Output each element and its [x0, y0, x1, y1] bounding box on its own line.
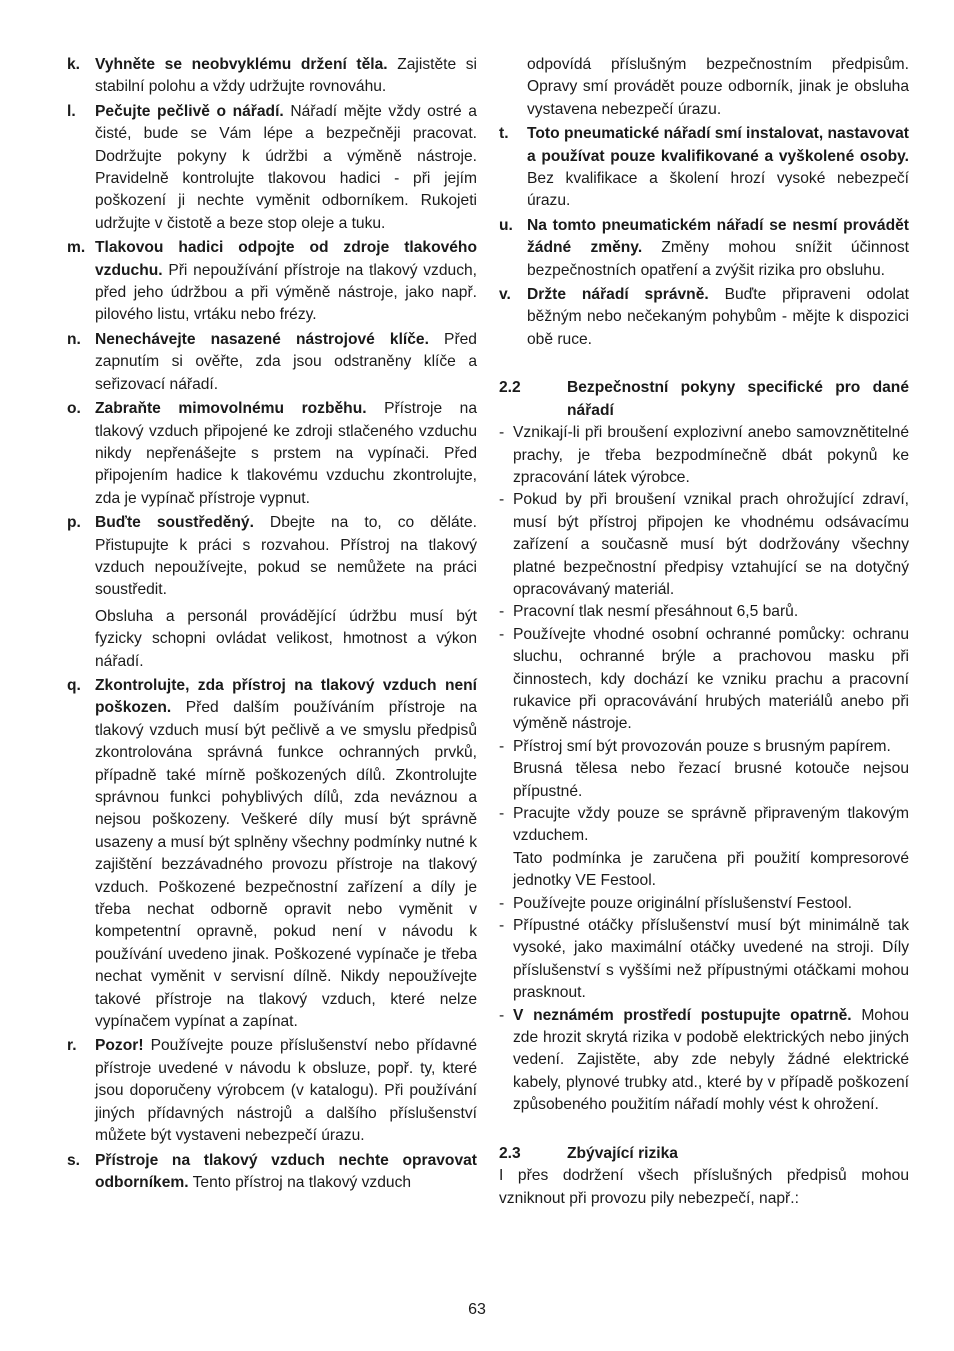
bullet-item [499, 489, 909, 601]
item-q [67, 675, 477, 1034]
item-paragraph [95, 1035, 477, 1147]
item-label: u. [499, 216, 513, 234]
bullet-list [499, 422, 909, 1117]
bullet-dash: - [499, 737, 505, 755]
item-v [499, 284, 909, 351]
item-heading: Zkontrolujte, zda přístroj na tlakový vzduch není poškozen. [95, 676, 477, 717]
bullet-dash: - [499, 805, 505, 822]
item-heading: Tlakovou hadici odpojte od zdroje tlakového vzduchu. [95, 239, 477, 279]
bullet-text: Pracujte vždy pouze se správně připraveným tlakovým vzduchem. [513, 805, 909, 845]
bullet-paragraph [513, 915, 909, 1005]
item-label: p. [67, 514, 81, 532]
section-heading-2-3 [499, 1143, 909, 1165]
item-u [499, 215, 909, 282]
item-paragraph [95, 101, 477, 235]
item-label: q. [67, 676, 81, 694]
item-text: Před dalším používáním přístroje na tlakový vzduch musí být pečlivě a ve smyslu předpisů zkontrolována správná funkce ochranných prvků, případně také mírně poškozených dílů. Zkontrolujte správnou funkci pohyblivých dílů, zda neváznou a nejsou poškozeny. Veškeré díly musí být správně usazeny a musí být splněny všechny podmínky nutné k zajištění bezzávadného provozu přístroje na tlakový vzduch. Poškozené bezpečnostní zařízení a díly je třeba nechat odborně opravit nebo vyměnit v kompetentní opravně, pokud není v návodu k používání uvedeno jinak. Poškozené vypínače je třeba nechat vyměnit v servisní dílně. Nikdy nepoužívejte takové přístroje na tlakový vzduch, které nelze vypínačem vypínat a zapínat. [95, 699, 477, 1031]
item-paragraph [95, 54, 477, 99]
item-s [67, 1150, 477, 1195]
item-label: r. [67, 1037, 77, 1055]
item-label: t. [499, 125, 509, 143]
item-text: Používejte pouze příslušenství nebo přídavné přístroje uvedené v návodu k obsluze, popř. ty, které jsou doporučeny výrobcem (v katalogu). Při používání jiných přídavných nástrojů a dalšího příslušenství můžete být vystaveni nebezpečí úrazu. [95, 1037, 477, 1145]
bullet-paragraph [513, 736, 909, 758]
bullet-dash: - [499, 603, 505, 621]
bullet-dash: - [499, 491, 505, 509]
bullet-item [499, 1005, 909, 1117]
bullet-dash: - [499, 625, 505, 643]
item-label: v. [499, 286, 511, 304]
bullet-paragraph [513, 489, 909, 601]
bullet-paragraph [513, 624, 909, 736]
item-m [67, 237, 477, 327]
item-heading: Na tomto pneumatickém nářadí se nesmí provádět žádné změny. [527, 216, 909, 257]
section-title: Zbývající rizika [567, 1144, 678, 1162]
item-text: Tento přístroj na tlakový vzduch [188, 1173, 412, 1191]
item-heading: Vyhněte se neobvyklému držení těla. [95, 56, 388, 73]
bullet-text: Používejte vhodné osobní ochranné pomůcky: ochranu sluchu, ochranné brýle a prachovou masku při činnostech, kdy dochází ke vzniku prachu a pracovní rukavice při opracovávání hrubých materiálů anebo při výměně nástroje. [513, 625, 909, 733]
item-text: Přístroje na tlakový vzduch připojené ke zdroji stlačeného vzduchu nikdy nepřenášejte s prstem na vypínači. Před připojením hadice k tlakovému vzduchu zkontrolujte, zda je vypínač přístroje vypnut. [95, 400, 477, 507]
bullet-item [499, 893, 909, 915]
item-heading: Buďte soustředěný. [95, 514, 254, 532]
item-paragraph [95, 512, 477, 602]
item-heading: Přístroje na tlakový vzduch nechte opravovat odborníkem. [95, 1151, 477, 1191]
bullet-text: Pracovní tlak nesmí přesáhnout 6,5 barů. [513, 603, 799, 621]
bullet-text: Přípustné otáčky příslušenství musí být minimálně tak vysoké, jako maximální otáčky uvedené na stroji. Díly příslušenství s vyššími než přípustnými otáčkami mohou prasknout. [513, 917, 909, 1002]
item-paragraph [95, 329, 477, 396]
page-number: 63 [468, 1301, 486, 1318]
item-paragraph [527, 123, 909, 213]
bullet-item [499, 803, 909, 893]
item-text: Bez kvalifikace a školení hrozí vysoké nebezpečí úrazu. [527, 170, 909, 210]
bullet-item [499, 601, 909, 623]
item-heading: Toto pneumatické nářadí smí instalovat, nastavovat a používat pouze kvalifikované a vyškolené osoby. [527, 125, 909, 165]
bullet-dash: - [499, 917, 505, 935]
left-column [67, 54, 477, 1196]
bullet-item [499, 736, 909, 803]
bullet-item [499, 915, 909, 1005]
item-paragraph [95, 675, 477, 1034]
item-extra-paragraph: Obsluha a personál provádějící údržbu musí být fyzicky schopni ovládat velikost, hmotnost a výkon nářadí. [95, 607, 477, 670]
item-paragraph [527, 284, 909, 351]
item-t [499, 123, 909, 213]
bullet-text: Používejte pouze originální příslušenství Festool. [513, 894, 852, 912]
item-r [67, 1035, 477, 1147]
item-n [67, 329, 477, 396]
bullet-item [499, 624, 909, 736]
section-heading-2-2 [499, 377, 909, 422]
item-label: k. [67, 56, 81, 73]
bullet-text: Mohou zde hrozit skrytá rizika v podobě elektrických nebo jiných vedení. Zajistěte, aby zde nebyly žádné elektrické kabely, plynové trubky atd., které by v případě poškození způsobeného použitím nářadí mohly vést k ohrožení. [513, 1006, 909, 1114]
bullet-dash: - [499, 424, 505, 442]
bullet-paragraph [513, 893, 909, 915]
item-paragraph [95, 237, 477, 327]
bullet-text: Přístroj smí být provozován pouze s brusným papírem. [513, 737, 891, 755]
item-label: l. [67, 102, 76, 120]
item-o [67, 398, 477, 510]
item-s-continuation: odpovídá příslušným bezpečnostním předpisům. Opravy smí provádět pouze odborník, jinak je obsluha vystavena nebezpečí úrazu. [527, 56, 909, 118]
item-label: m. [67, 239, 86, 257]
bullet-extra-paragraph: Tato podmínka je zaručena při použití kompresorové jednotky VE Festool. [513, 849, 909, 890]
item-paragraph [95, 1150, 477, 1195]
bullet-extra-paragraph: Brusná tělesa nebo řezací brusné kotouče nejsou přípustné. [513, 760, 909, 800]
section-number: 2.2 [499, 379, 521, 397]
section-text: I přes dodržení všech příslušných předpisů mohou vzniknout při provozu pily nebezpečí, např.: [499, 1167, 909, 1207]
bullet-dash: - [499, 1006, 505, 1024]
bullet-text: Vznikají-li při broušení explozivní anebo samovznětitelné prachy, je třeba bezpodmínečně dbát pokynů ke zpracování látek výrobce. [513, 424, 909, 486]
item-heading: Nenechávejte nasazené nástrojové klíče. [95, 330, 429, 348]
bullet-text: Pokud by při broušení vznikal prach ohrožující zdraví, musí být přístroj připojen ke vhodnému odsávacímu zařízení a současně musí být dodržovány všechny platné bezpečnostní předpisy vztahující se na dotyčný opracovávaný materiál. [513, 491, 909, 598]
item-p [67, 512, 477, 673]
item-text: Buďte připraveni odolat běžným nebo nečekaným pohybům - mějte k dispozici obě ruce. [527, 286, 909, 348]
item-label: s. [67, 1151, 81, 1169]
item-paragraph [527, 215, 909, 282]
item-text: Nářadí mějte vždy ostré a čisté, bude se Vám lépe a bezpečněji pracovat. Dodržujte pokyny k údržbi a výměně nástroje. Pravidelně kontrolujte tlakovou hadici - při jejím poškození ji nechte vyměnit odborníkem. Rukojeti udržujte v čistotě a beze stop oleje a tuku. [95, 102, 477, 232]
item-text: Zajistěte si stabilní polohu a vždy udržujte rovnováhu. [95, 56, 477, 96]
bullet-dash: - [499, 894, 505, 912]
bullet-heading: V neznámém prostředí postupujte opatrně. [513, 1006, 852, 1024]
bullet-paragraph [513, 803, 909, 848]
item-heading: Pečujte pečlivě o nářadí. [95, 102, 284, 120]
item-l [67, 101, 477, 235]
item-text: Před zapnutím si ověřte, zda jsou odstraněny klíče a seřizovací nářadí. [95, 330, 477, 393]
item-paragraph [95, 398, 477, 510]
item-heading: Držte nářadí správně. [527, 286, 709, 304]
item-text: Při nepoužívání přístroje na tlakový vzduch, před jeho údržbou a při výměně nástroje, jako např. pilového listu, vrtáku nebo frézy. [95, 261, 477, 324]
bullet-paragraph [513, 1005, 909, 1117]
item-heading: Zabraňte mimovolnému rozběhu. [95, 400, 367, 418]
section-number: 2.3 [499, 1144, 521, 1162]
item-label: o. [67, 400, 81, 418]
item-heading: Pozor! [95, 1037, 144, 1055]
right-column [499, 54, 909, 1210]
bullet-paragraph [513, 422, 909, 489]
item-text: Dbejte na to, co děláte. Přistupujte k práci s rozvahou. Přístroj na tlakový vzduch nepoužívejte, pokud se nemůžete na práci soustředit. [95, 514, 477, 599]
item-text: Změny mohou snížit účinnost bezpečnostních opatření a zvýšit rizika pro obsluhu. [527, 239, 909, 279]
item-k [67, 54, 477, 99]
item-label: n. [67, 330, 81, 348]
bullet-paragraph [513, 601, 909, 623]
section-title: Bezpečnostní pokyny specifické pro dané nářadí [567, 379, 909, 419]
bullet-item [499, 422, 909, 489]
